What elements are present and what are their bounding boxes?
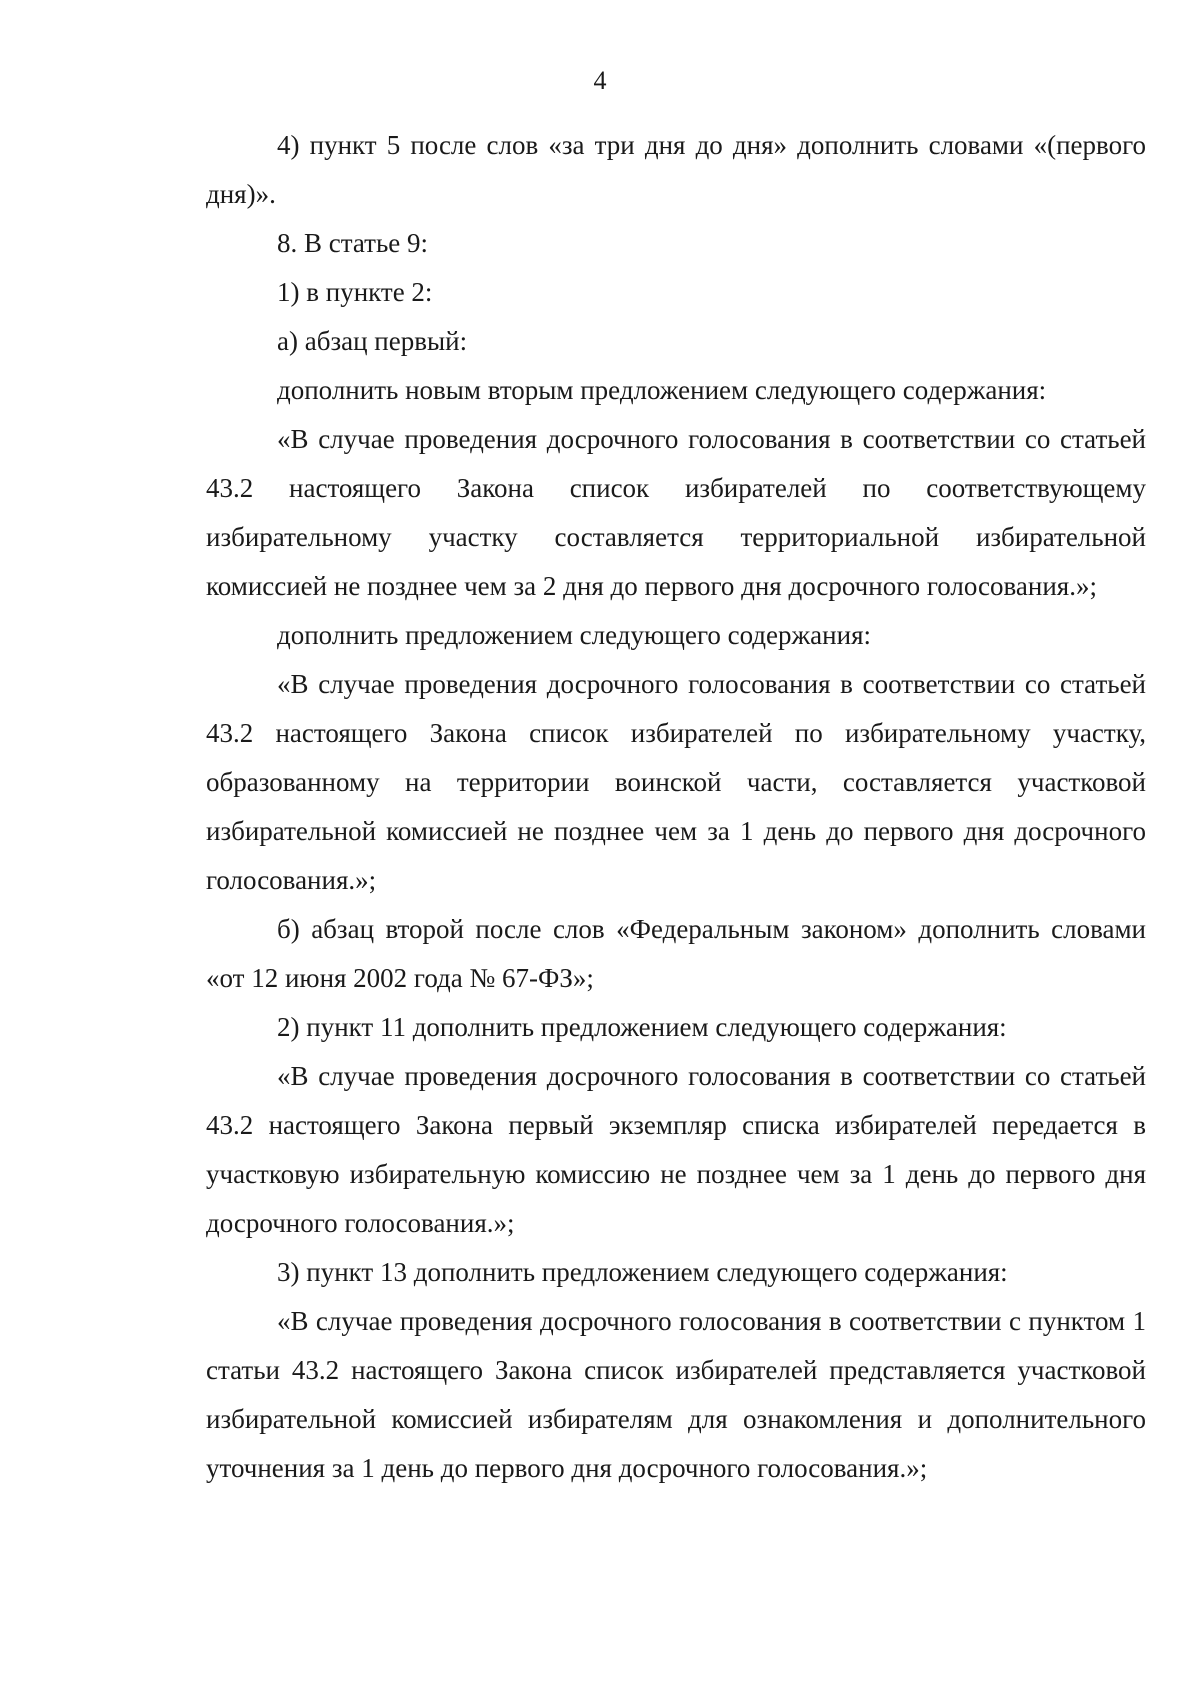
paragraph-item-1-punkt-2: 1) в пункте 2: — [277, 277, 433, 307]
paragraph-add-sentence: дополнить предложением следующего содержания: — [277, 620, 871, 650]
paragraph-quote-first-copy: «В случае проведения досрочного голосования в соответствии со статьей 43.2 настоящего Закона первый экземпляр списка избирателей передается в участковую избирательную комиссию не позднее чем за 1 день до первого дня досрочного голосования.»; — [206, 1061, 1146, 1238]
paragraph-quote-military-unit: «В случае проведения досрочного голосования в соответствии со статьей 43.2 настоящего Закона список избирателей по избирательному участку, образованному на территории воинской части, составляется участковой избирательной комиссией не позднее чем за 1 день до первого дня досрочного голосования.»; — [206, 669, 1146, 895]
paragraph-subitem-a: а) абзац первый: — [277, 326, 468, 356]
paragraph-quote-familiarization: «В случае проведения досрочного голосования в соответствии с пунктом 1 статьи 43.2 настоящего Закона список избирателей представляется участковой избирательной комиссией избирателям для ознакомления и дополнительного уточнения за 1 день до первого дня досрочного голосования.»; — [206, 1306, 1146, 1483]
paragraph-add-second-sentence: дополнить новым вторым предложением следующего содержания: — [277, 375, 1047, 405]
document-body — [206, 121, 1146, 1493]
paragraph-quote-territorial-commission: «В случае проведения досрочного голосования в соответствии со статьей 43.2 настоящего Закона список избирателей по соответствующему избирательному участку составляется территориальной избирательной комиссией не позднее чем за 2 дня до первого дня досрочного голосования.»; — [206, 424, 1146, 601]
paragraph-item-4-punkt-5: 4) пункт 5 после слов «за три дня до дня» дополнить словами «(первого дня)». — [206, 130, 1146, 209]
page-number: 4 — [593, 66, 607, 95]
paragraph-item-3-punkt-13: 3) пункт 13 дополнить предложением следующего содержания: — [277, 1257, 1008, 1287]
paragraph-article-9-heading: 8. В статье 9: — [277, 228, 429, 258]
paragraph-subitem-b: б) абзац второй после слов «Федеральным законом» дополнить словами «от 12 июня 2002 года № 67-ФЗ»; — [206, 914, 1146, 993]
paragraph-item-2-punkt-11: 2) пункт 11 дополнить предложением следующего содержания: — [277, 1012, 1007, 1042]
